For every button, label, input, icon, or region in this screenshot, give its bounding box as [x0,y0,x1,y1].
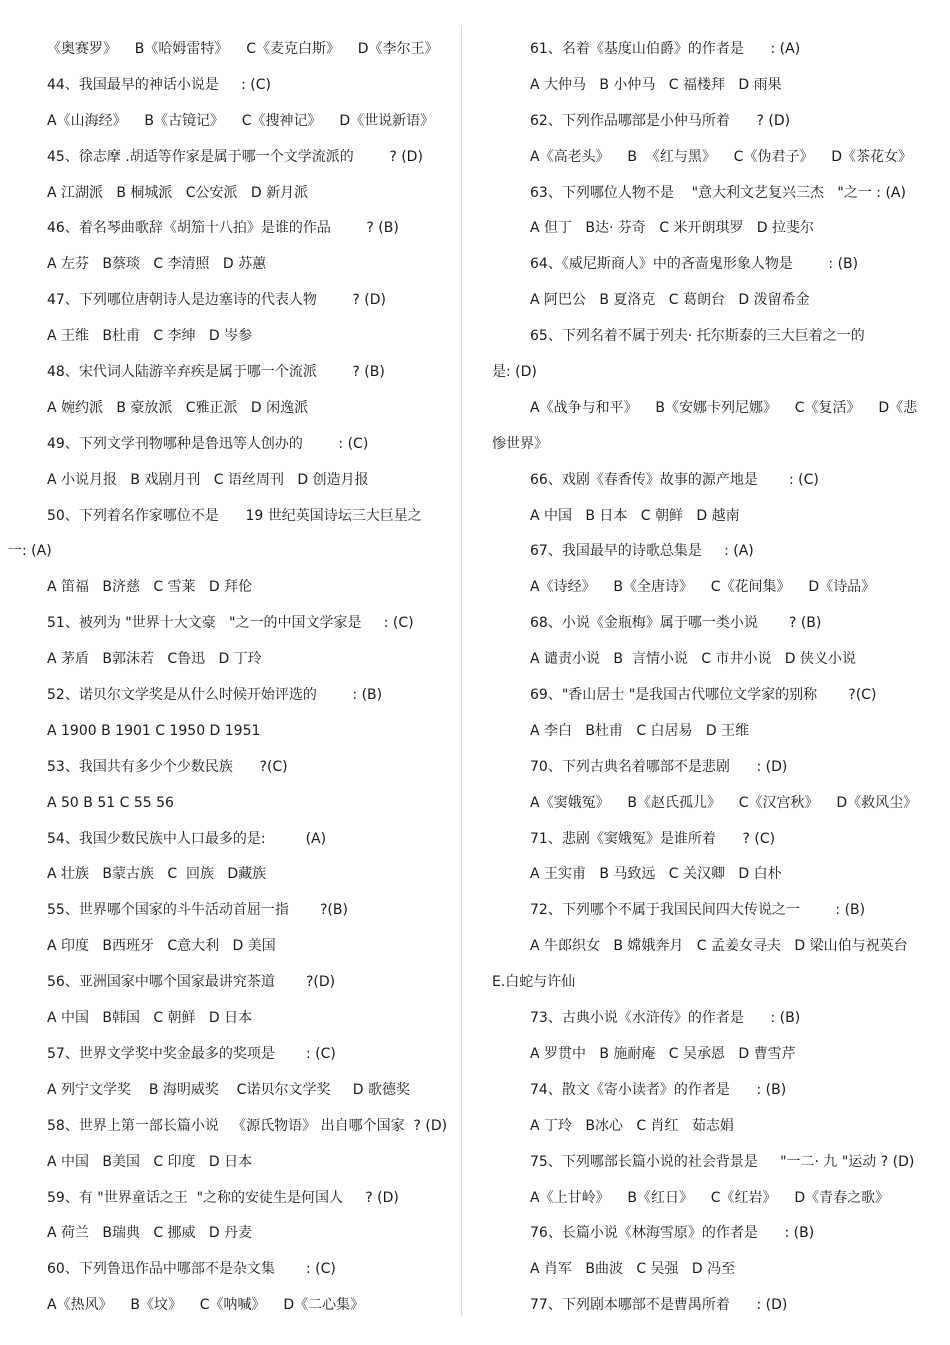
question-line: 58、世界上第一部长篇小说 《源氏物语》 出自哪个国家 ? (D) [47,1117,448,1134]
question-continuation: 一: (A) [8,543,52,560]
options-line: A 王实甫 B 马致远 C 关汉卿 D 白朴 [530,866,782,883]
options-line: A 印度 B西班牙 C意大利 D 美国 [47,938,276,955]
options-line: A 1900 B 1901 C 1950 D 1951 [47,722,261,739]
options-line: A 肖军 B曲波 C 吴强 D 冯至 [530,1261,736,1278]
options-continuation: 惨世界》 [492,435,548,452]
options-line: A 婉约派 B 豪放派 C雅正派 D 闲逸派 [47,399,309,416]
options-line: A《热风》 B《坟》 C《呐喊》 D《二心集》 [47,1297,365,1314]
options-line: A 荷兰 B瑞典 C 挪威 D 丹麦 [47,1225,253,1242]
question-line: 54、我国少数民族中人口最多的是: (A) [47,830,327,847]
options-line: A 中国 B韩国 C 朝鲜 D 日本 [47,1010,253,1027]
question-line: 44、我国最早的神话小说是 : (C) [47,76,271,93]
options-line: A 王维 B杜甫 C 李绅 D 岑参 [47,328,253,345]
options-line: A 丁玲 B冰心 C 肖红 茹志娟 [530,1117,734,1134]
options-continuation: E.白蛇与许仙 [492,974,576,991]
options-line: A《窦娥冤》 B《赵氏孤儿》 C《汉宫秋》 D《救风尘》 [530,794,918,811]
options-line: A《高老头》 B 《红与黑》 C《伪君子》 D《茶花女》 [530,148,913,165]
options-line: A 小说月报 B 戏剧月刊 C 语丝周刊 D 创造月报 [47,471,369,488]
options-line: A 中国 B 日本 C 朝鲜 D 越南 [530,507,740,524]
options-line: A 阿巴公 B 夏洛克 C 葛朗台 D 泼留希金 [530,292,810,309]
left-column [0,32,462,1324]
question-line: 51、被列为 "世界十大文豪 "之一的中国文学家是 : (C) [47,615,414,632]
options-line: A《山海经》 B《古镜记》 C《搜神记》 D《世说新语》 [47,112,435,129]
question-line: 62、下列作品哪部是小仲马所着 ? (D) [530,112,791,129]
question-line: 60、下列鲁迅作品中哪部不是杂文集 : (C) [47,1261,336,1278]
options-line: A 中国 B美国 C 印度 D 日本 [47,1153,253,1170]
question-line: 61、名着《基度山伯爵》的作者是 : (A) [530,41,801,57]
question-line: 46、着名琴曲歌辞《胡笳十八拍》是谁的作品 ? (B) [47,220,399,237]
question-line: 59、有 "世界童话之王 "之称的安徒生是何国人 ? (D) [47,1189,399,1206]
question-line: 56、亚洲国家中哪个国家最讲究茶道 ?(D) [47,974,336,991]
question-line: 53、我国共有多少个少数民族 ?(C) [47,758,288,775]
question-line: 76、长篇小说《林海雪原》的作者是 : (B) [530,1225,815,1242]
text-line: 《奥赛罗》 B《哈姆雷特》 C《麦克白斯》 D《李尔王》 [47,41,439,57]
options-line: A 但丁 B达· 芬奇 C 米开朗琪罗 D 拉斐尔 [530,220,815,237]
question-line: 71、悲剧《窦娥冤》是谁所着 ? (C) [530,830,776,847]
options-line: A 江湖派 B 桐城派 C公安派 D 新月派 [47,184,309,201]
question-line: 68、小说《金瓶梅》属于哪一类小说 ? (B) [530,615,822,632]
question-line: 47、下列哪位唐朝诗人是边塞诗的代表人物 ? (D) [47,292,386,309]
question-line: 48、宋代词人陆游辛弃疾是属于哪一个流派 ? (B) [47,364,385,381]
question-line: 74、散文《寄小读者》的作者是 : (B) [530,1081,787,1098]
question-line: 77、下列剧本哪部不是曹禺所着 : (D) [530,1297,788,1314]
options-line: A 左芬 B蔡琰 C 李清照 D 苏蕙 [47,256,267,273]
question-line: 50、下列着名作家哪位不是 19 世纪英国诗坛三大巨星之 [47,507,422,524]
question-line: 65、下列名着不属于列夫· 托尔斯泰的三大巨着之一的 [530,328,865,345]
options-line: A 茅盾 B郭沫若 C鲁迅 D 丁玲 [47,651,262,668]
question-line: 63、下列哪位人物不是 "意大利文艺复兴三杰 "之一 : (A) [530,184,906,201]
question-line: 75、下列哪部长篇小说的社会背景是 "一二· 九 "运动 ? (D) [530,1153,915,1170]
options-line: A 列宁文学奖 B 海明威奖 C诺贝尔文学奖 D 歌德奖 [47,1081,410,1098]
question-line: 72、下列哪个不属于我国民间四大传说之一 : (B) [530,902,866,919]
options-line: A 壮族 B蒙古族 C 回族 D藏族 [47,866,267,883]
options-line: A《战争与和平》 B《安娜卡列尼娜》 C《复活》 D《悲 [530,399,918,416]
options-line: A《上甘岭》 B《红日》 C《红岩》 D《青春之歌》 [530,1189,890,1206]
options-line: A 谴责小说 B 言情小说 C 市井小说 D 侠义小说 [530,651,857,668]
question-line: 52、诺贝尔文学奖是从什么时候开始评选的 : (B) [47,687,383,704]
question-line: 49、下列文学刊物哪种是鲁迅等人创办的 : (C) [47,435,369,452]
question-line: 70、下列古典名着哪部不是悲剧 : (D) [530,758,788,775]
question-line: 66、戏剧《春香传》故事的源产地是 : (C) [530,471,819,488]
question-line: 45、徐志摩 .胡适等作家是属于哪一个文学流派的 ? (D) [47,148,423,165]
right-column [492,32,944,1324]
question-line: 57、世界文学奖中奖金最多的奖项是 : (C) [47,1045,336,1062]
question-line: 69、"香山居士 "是我国古代哪位文学家的别称 ?(C) [530,687,877,704]
options-line: A 笛福 B济慈 C 雪莱 D 拜伦 [47,579,253,596]
question-line: 67、我国最早的诗歌总集是 : (A) [530,543,754,560]
options-line: A 李白 B杜甫 C 白居易 D 王维 [530,722,750,739]
options-line: A 50 B 51 C 55 56 [47,794,174,811]
options-line: A《诗经》 B《全唐诗》 C《花间集》 D《诗品》 [530,579,876,596]
options-line: A 罗贯中 B 施耐庵 C 吴承恩 D 曹雪芹 [530,1045,796,1062]
question-continuation: 是: (D) [492,364,537,381]
options-line: A 大仲马 B 小仲马 C 福楼拜 D 雨果 [530,76,782,93]
question-line: 73、古典小说《水浒传》的作者是 : (B) [530,1010,801,1027]
question-line: 55、世界哪个国家的斗牛活动首屈一指 ?(B) [47,902,348,919]
question-line: 64、《威尼斯商人》中的吝啬鬼形象人物是 : (B) [530,256,859,273]
options-line: A 牛郎织女 B 嫦娥奔月 C 孟姜女寻夫 D 梁山伯与祝英台 [530,938,908,955]
